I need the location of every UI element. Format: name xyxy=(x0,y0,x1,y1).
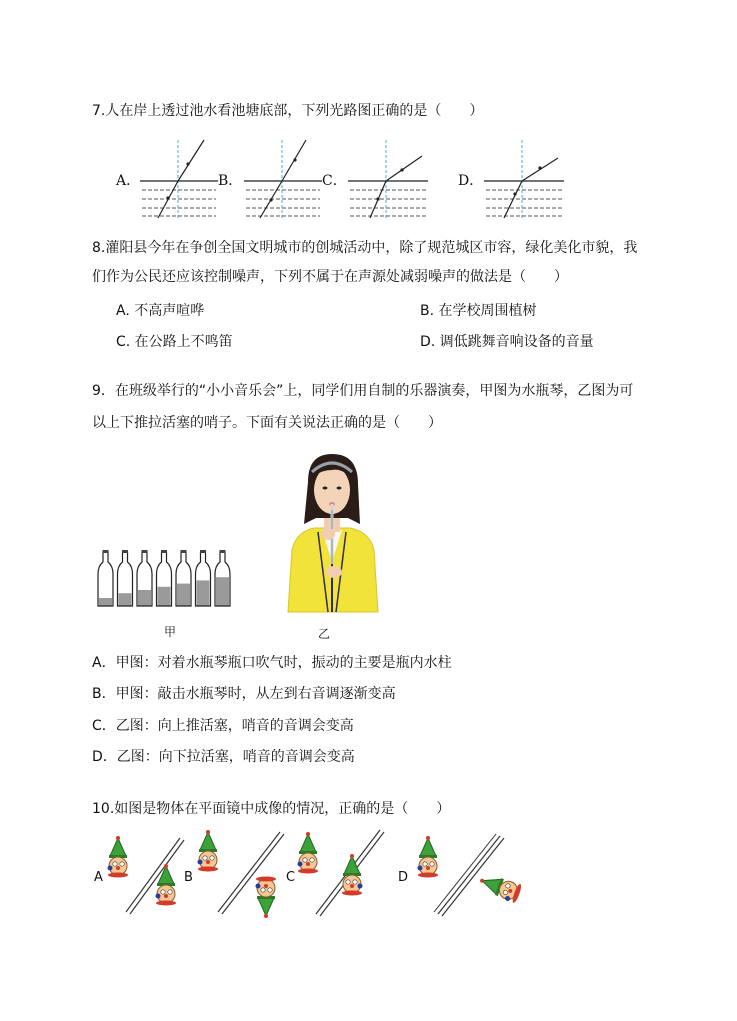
water-bottle xyxy=(157,550,172,606)
q8-option-a: A. 不高声喧哗 xyxy=(116,303,205,319)
q10-mirror-diagram-b xyxy=(196,826,288,920)
q7-option-a-label: A． xyxy=(116,173,141,189)
q8-option-b: B. 在学校周围植树 xyxy=(420,303,537,319)
clown-head-icon xyxy=(418,836,439,878)
q8-text-line1: 8.灌阳县今年在争创全国文明城市的创城活动中，除了规范城区市容，绿化美化市貌，我 xyxy=(92,240,638,256)
q8-option-c: C. 在公路上不鸣笛 xyxy=(116,334,233,350)
q9-option-c: C．乙图：向上推活塞，哨音的音调会变高 xyxy=(92,718,354,734)
q9-figure-yi-caption: 乙 xyxy=(318,627,331,641)
clown-head-icon xyxy=(256,877,277,919)
q10-option-a-label: A xyxy=(94,870,103,885)
q9-option-a: A．甲图：对着水瓶琴瓶口吹气时，振动的主要是瓶内水柱 xyxy=(92,655,452,671)
water-bottle xyxy=(118,550,133,606)
q9-option-d: D．乙图：向下拉活塞，哨音的音调会变高 xyxy=(92,749,355,765)
q7-option-d-label: D． xyxy=(458,173,484,189)
q8-text-line2: 们作为公民还应该控制噪声，下列不属于在声源处减弱噪声的做法是（ ） xyxy=(92,269,568,285)
q10-text: 10.如图是物体在平面镜中成像的情况，正确的是（ ） xyxy=(92,801,451,817)
q7-diagram-c xyxy=(348,138,430,220)
q10-mirror-diagram-a xyxy=(104,830,186,920)
q10-option-c-label: C xyxy=(286,870,296,885)
q10-mirror-diagram-d xyxy=(408,826,518,920)
q7-option-b-label: B． xyxy=(218,173,243,189)
water-bottle xyxy=(137,550,152,606)
q7-text: 7.人在岸上透过池水看池塘底部，下列光路图正确的是（ ） xyxy=(92,103,484,119)
clown-head-icon xyxy=(477,871,523,904)
clown-head-icon xyxy=(198,830,219,872)
clown-head-icon xyxy=(156,864,177,906)
water-bottle xyxy=(215,550,230,606)
clown-head-icon xyxy=(108,836,129,878)
q9-text-line1: 9．在班级举行的“小小音乐会”上，同学们用自制的乐器演奏，甲图为水瓶琴，乙图为可 xyxy=(92,383,634,399)
water-bottle xyxy=(196,550,211,606)
girl-whistle-photo xyxy=(282,452,382,612)
q9-figure-jia-caption: 甲 xyxy=(164,625,177,639)
q7-diagram-d xyxy=(484,138,566,220)
q9-option-b: B．甲图：敲击水瓶琴时，从左到右音调逐渐变高 xyxy=(92,686,396,702)
water-bottle xyxy=(176,550,191,606)
q8-option-d: D. 调低跳舞音响设备的音量 xyxy=(420,334,594,350)
q9-text-line2: 以上下推拉活塞的哨子。下面有关说法正确的是（ ） xyxy=(92,415,442,431)
q7-diagram-b xyxy=(244,138,324,220)
q10-option-d-label: D xyxy=(398,870,409,885)
q7-option-c-label: C． xyxy=(322,173,347,189)
q10-mirror-diagram-c xyxy=(296,826,388,920)
clown-head-icon xyxy=(298,832,319,874)
q10-option-b-label: B xyxy=(184,870,193,885)
clown-head-icon xyxy=(342,854,363,896)
q7-diagram-a xyxy=(140,138,220,220)
water-bottle-xylophone-figure xyxy=(96,550,238,608)
water-bottle xyxy=(98,550,113,606)
